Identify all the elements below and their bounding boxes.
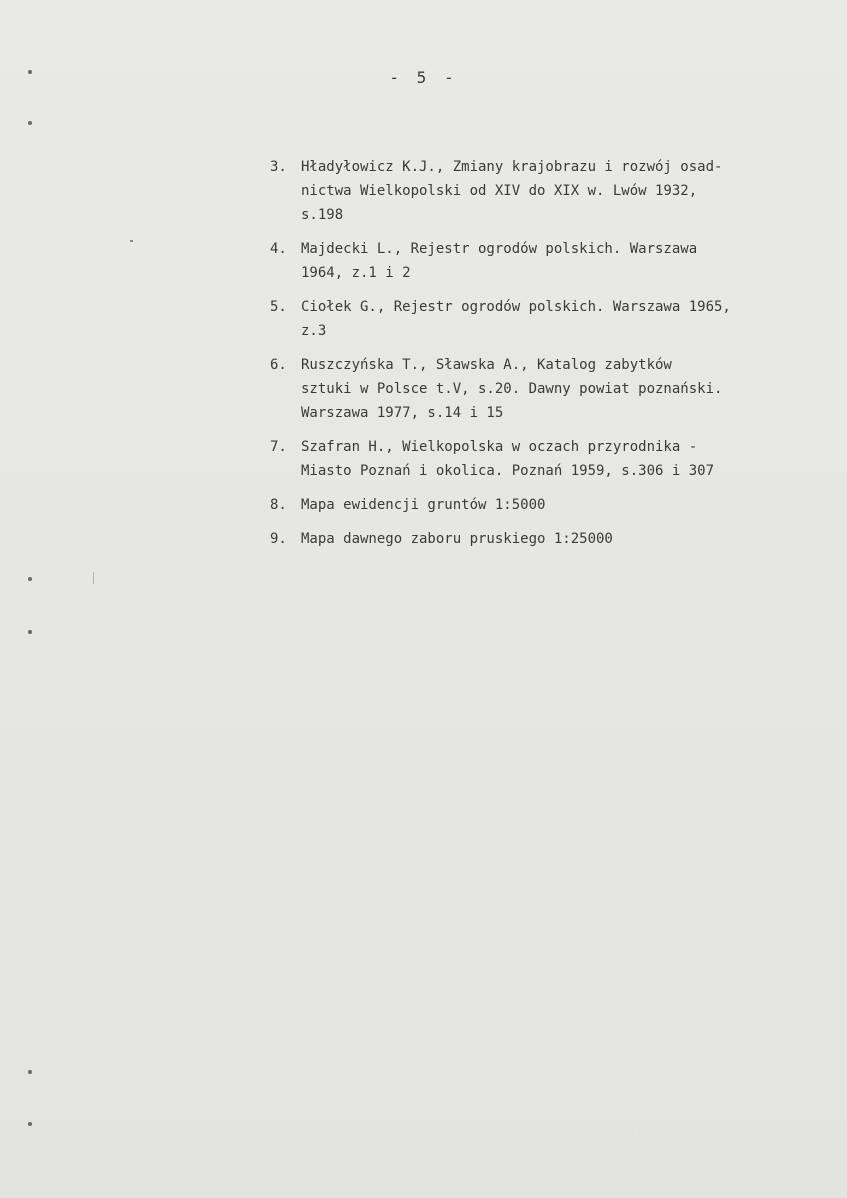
reference-number: 6. xyxy=(270,357,287,373)
punch-hole-mark xyxy=(28,577,32,581)
reference-line: Mapa dawnego zaboru pruskiego 1:25000 xyxy=(301,531,613,547)
reference-line: Ciołek G., Rejestr ogrodów polskich. Warszawa 1965, xyxy=(301,299,731,315)
reference-line: sztuki w Polsce t.V, s.20. Dawny powiat poznański. xyxy=(301,381,723,397)
reference-item xyxy=(270,295,840,343)
reference-item xyxy=(270,435,840,483)
reference-number: 3. xyxy=(270,159,287,175)
punch-hole-mark xyxy=(28,121,32,125)
reference-item xyxy=(270,493,840,517)
reference-line: nictwa Wielkopolski od XIV do XIX w. Lwów 1932, xyxy=(301,183,698,199)
reference-text xyxy=(301,527,840,551)
reference-line: Ruszczyńska T., Sławska A., Katalog zabytków xyxy=(301,357,672,373)
reference-number: 5. xyxy=(270,299,287,315)
punch-hole-mark xyxy=(28,630,32,634)
reference-line: Miasto Poznań i okolica. Poznań 1959, s.306 i 307 xyxy=(301,463,715,479)
reference-list xyxy=(270,155,840,561)
reference-item xyxy=(270,155,840,227)
reference-item xyxy=(270,353,840,425)
reference-number: 7. xyxy=(270,439,287,455)
reference-text xyxy=(301,493,840,517)
reference-text xyxy=(301,237,840,285)
reference-line: Mapa ewidencji gruntów 1:5000 xyxy=(301,497,546,513)
paper-speck xyxy=(93,572,94,584)
reference-text xyxy=(301,353,840,425)
paper-speck xyxy=(130,240,133,242)
reference-text xyxy=(301,295,840,343)
page-number: - 5 - xyxy=(389,68,458,87)
reference-number: 4. xyxy=(270,241,287,257)
punch-hole-mark xyxy=(28,1070,32,1074)
reference-item xyxy=(270,237,840,285)
reference-line: Warszawa 1977, s.14 i 15 xyxy=(301,405,504,421)
reference-item xyxy=(270,527,840,551)
reference-number: 8. xyxy=(270,497,287,513)
reference-line: Hładyłowicz K.J., Zmiany krajobrazu i rozwój osad- xyxy=(301,159,723,175)
reference-line: Szafran H., Wielkopolska w oczach przyrodnika - xyxy=(301,439,698,455)
reference-line: Majdecki L., Rejestr ogrodów polskich. Warszawa xyxy=(301,241,698,257)
punch-hole-mark xyxy=(28,1122,32,1126)
reference-text xyxy=(301,155,840,227)
reference-line: 1964, z.1 i 2 xyxy=(301,265,411,281)
reference-line: z.3 xyxy=(301,323,327,339)
reference-number: 9. xyxy=(270,531,287,547)
reference-text xyxy=(301,435,840,483)
reference-line: s.198 xyxy=(301,207,344,223)
